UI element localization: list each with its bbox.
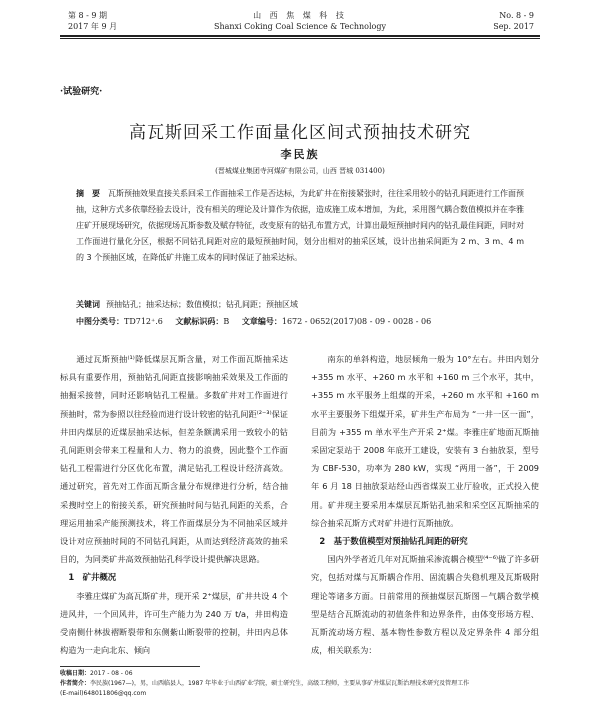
- abstract-text: 瓦斯预抽效果直接关系回采工作面抽采工作是否达标，为此矿井在衔接紧张时，往往采用较小的钻孔间距进行工作面预抽，这种方式多依靠经验去设计，没有相关的理论及计算作为依据，造成施工成本增加，为此，采用图气耦合数值模拟并在李雅庄矿开展现场研究，依据现场瓦斯参数及赋存特征，改变原有的钻孔布置方式，计算出最短预抽时间内的钻孔最佳间距，同时对工作面进行量化分区，根据不同钻孔间距对应的最短预抽时间，划分出相对的抽采区域，设计出抽采间距为 2 m、3 m、4 m 的 3 个预抽区域，在降低矿井施工成本的同时保证了抽采达标。: [76, 189, 524, 262]
- keywords-text: 预抽钻孔；抽采达标；数值模拟；钻孔间距；预抽区域: [106, 300, 298, 309]
- journal-issue-en: [493, 10, 534, 32]
- footnote-rule: [60, 666, 200, 667]
- footnote-contact: (E-mail)648011806@qq.com: [60, 690, 147, 697]
- header-rule-thin: [60, 38, 540, 39]
- footnote-author: [60, 679, 540, 689]
- date-en: Sep. 2017: [493, 22, 534, 31]
- body-column-right: [311, 350, 539, 659]
- article-number-label: 文章编号：: [241, 316, 282, 326]
- footnote: [60, 669, 540, 699]
- doc-code-value: B: [223, 317, 230, 326]
- body-paragraph-mine-overview: 李雅庄煤矿为高瓦斯矿井，现开采 2⁺煤层，矿井共设 4 个进风井，一个回风井，许可生产能力为 240 万 t/a，井田构造受南侧什林拔褶断裂带和东侧紫山断裂带的控制，井田内总体构造为一走向北东、倾向: [60, 590, 288, 656]
- date-cn: 2017 年 9 月: [68, 22, 118, 31]
- keywords: [76, 297, 524, 313]
- article-number-value: 1672 - 0652(2017)08 - 09 - 0028 - 06: [281, 317, 432, 326]
- abstract: [76, 186, 524, 266]
- header-rule-thick: [60, 35, 540, 37]
- body-column-left: [60, 350, 288, 659]
- article-title: 高瓦斯回采工作面量化区间式预抽技术研究: [129, 123, 471, 143]
- author-bio-label: 作者简介：: [60, 680, 91, 687]
- article-author: 李民族: [280, 148, 320, 161]
- section-tag: ·试验研究·: [60, 87, 103, 97]
- keywords-label: 关键词: [76, 300, 100, 309]
- clc-label: 中图分类号：: [76, 316, 124, 326]
- body-paragraph-intro: 通过瓦斯预抽⁽¹⁾降低煤层瓦斯含量，对工作面瓦斯抽采达标具有重要作用，预抽钻孔间距直接影响抽采效果及工作面的抽掘采接替，同时还影响钻孔工程量。多数矿井对工作面进行预抽时，常为参照以往经验而进行设计较密的钻孔间距⁽²⁻³⁾保证井田内煤层的近煤层抽采达标，但差条额满采用一致较小的钻孔间距则会带来工程量和人力、物力的浪费，因此整个工作面钻孔工程需进行分区优化布置，满足钻孔工程设计经济高效。通过研究，首先对工作面瓦斯含量分布规律进行分析，结合抽采搜时空上的衔接关系，研究预抽时间与钻孔间距的关系，合理运用抽采产能预测技术，将工作面煤层分为不同抽采区域并设计对应预抽时间的不同钻孔间距，从而达到经济高效的抽采目的，为同类矿井高效预抽钻孔科学设计提供解决思路。: [60, 354, 288, 565]
- author-affiliation: (晋城煤业集团寺河煤矿有限公司，山西 晋城 031400): [215, 167, 385, 175]
- issue-en: No. 8 - 9: [499, 11, 534, 20]
- body-paragraph-mine-continued: 南东的单斜构造，地层倾角一般为 10°左右。井田内划分 +355 m 水平、+260 m 水平和 +160 m 三个水平，其中，+355 m 水平服务上组煤的开采，+260 m 水平和 +160 m 水平主要服务下组煤开采，矿井生产布局为 “一井一区一面”，目前为 +355 m 单水平生产开采 2⁺煤。李雅庄矿地面瓦斯抽采固定泵站于 2008 年底开工建设，安装有 3 台抽放泵，型号为 CBF-530，功率为 280 kW，实现 “两用一备”，于 2009 年 6 月 18 日抽放泵站经山西省煤炭工业厅验收，正式投入使用。矿井现主要采用本煤层瓦斯钻孔抽采和采空区瓦斯抽采的综合抽采瓦斯方式对矿井进行瓦斯抽放。: [311, 354, 539, 528]
- footnote-received: [60, 669, 540, 679]
- received-label: 收稿日期：: [60, 670, 91, 677]
- issue-cn: 第 8 - 9 期: [68, 11, 108, 20]
- clc-value: TD712⁺.6: [124, 317, 163, 326]
- classification-line: [76, 314, 536, 329]
- doc-code-label: 文献标识码：: [175, 316, 224, 326]
- section-heading-mine-overview: 1 矿井概况: [68, 572, 117, 583]
- journal-name-en: Shanxi Coking Coal Science & Technology: [213, 22, 387, 31]
- abstract-label: 摘 要: [76, 189, 100, 198]
- section-heading-numerical-model: 2 基于数值模型对预抽钻孔间距的研究: [319, 536, 468, 547]
- journal-name-cn: 山 西 焦 煤 科 技: [253, 11, 347, 20]
- body-paragraph-numerical-model: 国内外学者近几年对瓦斯抽采渗流耦合模型⁽⁴⁻⁶⁾做了许多研究，包括对煤与瓦斯耦合作用、固流耦合失稳机理及瓦斯吸附理论等诸多方面。日前常用的预抽煤层瓦斯图－气耦合数学模型是结合瓦斯流动的初值条件和边界条件，由体变形场方程、瓦斯流动场方程、基本物性参数方程以及定界条件 4 部分组成，相关联系为：: [311, 554, 539, 656]
- received-value: 2017 - 08 - 06: [90, 670, 133, 677]
- author-bio-value: 李民族(1967—)，男，山西临县人，1987 年毕业于山西矿业学院，硕士研究生，高级工程师，主要从事矿井煤层瓦斯治理技术研究及管理工作: [90, 680, 470, 687]
